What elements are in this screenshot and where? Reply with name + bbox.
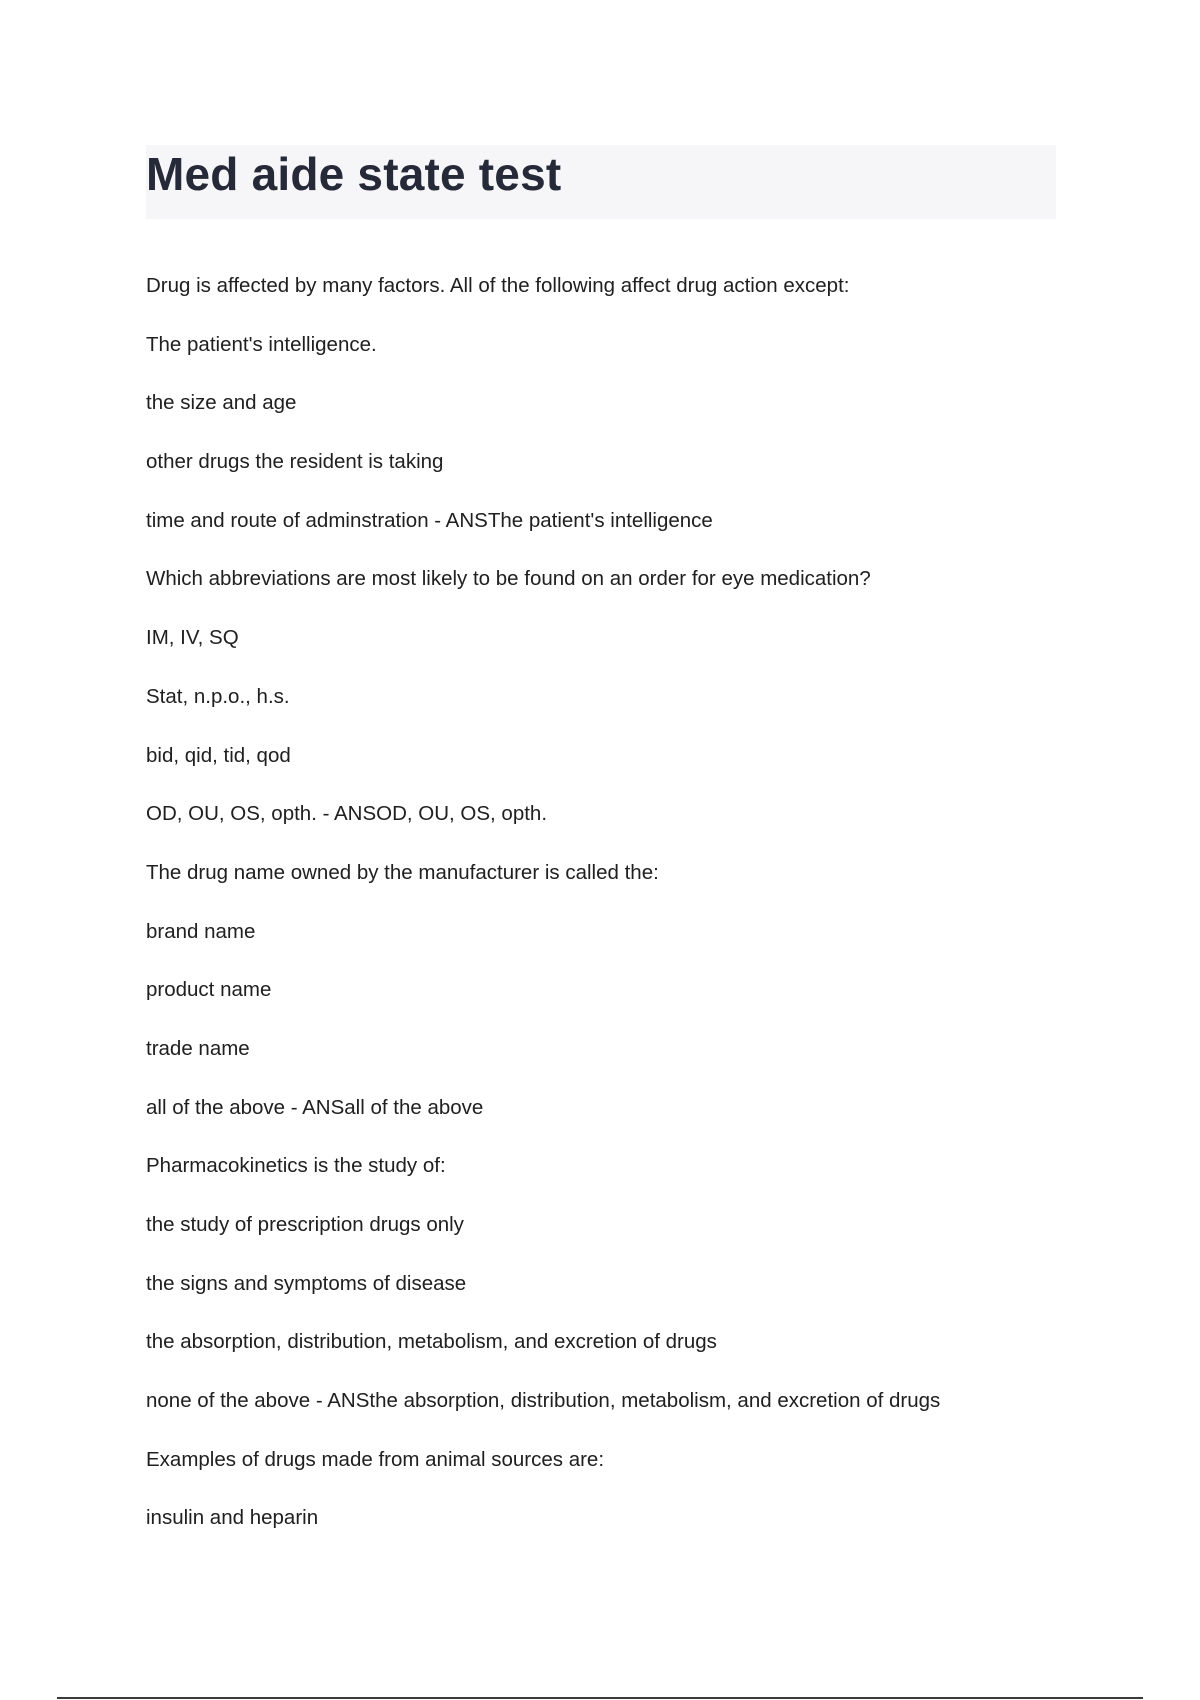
answer-key-line: OD, OU, OS, opth. - ANSOD, OU, OS, opth. [146,802,548,826]
question-line: Drug is affected by many factors. All of the following affect drug action except: [146,274,850,297]
answer-option-line: Stat, n.p.o., h.s. [146,684,290,708]
answer-option-line: the size and age [146,391,297,415]
answer-key-line: time and route of adminstration - ANSThe patient's intelligence [146,508,713,532]
question-line: The drug name owned by the manufacturer is called the: [146,860,659,884]
answer-option-line: the study of prescription drugs only [146,1213,464,1236]
question-line: Which abbreviations are most likely to be found on an order for eye medication? [146,567,871,591]
answer-option-line: other drugs the resident is taking [146,450,444,474]
answer-option-line: The patient's intelligence. [146,332,377,356]
question-list [146,272,1086,1563]
answer-option-line: trade name [146,1036,250,1060]
answer-option-line: the signs and symptoms of disease [146,1271,467,1295]
answer-key-line: none of the above - ANSthe absorption, distribution, metabolism, and excretion of drugs [146,1389,941,1413]
answer-option-line: product name [146,978,272,1002]
document-title: Med aide state test [146,148,562,200]
answer-option-line: bid, qid, tid, qod [146,743,291,767]
answer-option-line: IM, IV, SQ [146,626,239,650]
answer-option-line: brand name [146,919,256,943]
question-line: Pharmacokinetics is the study of: [146,1154,446,1178]
answer-option-line: the absorption, distribution, metabolism, and excretion of drugs [146,1330,717,1354]
answer-option-line: insulin and heparin [146,1506,319,1530]
footer-divider [57,1697,1143,1699]
question-line: Examples of drugs made from animal sources are: [146,1447,605,1471]
answer-key-line: all of the above - ANSall of the above [146,1095,484,1119]
